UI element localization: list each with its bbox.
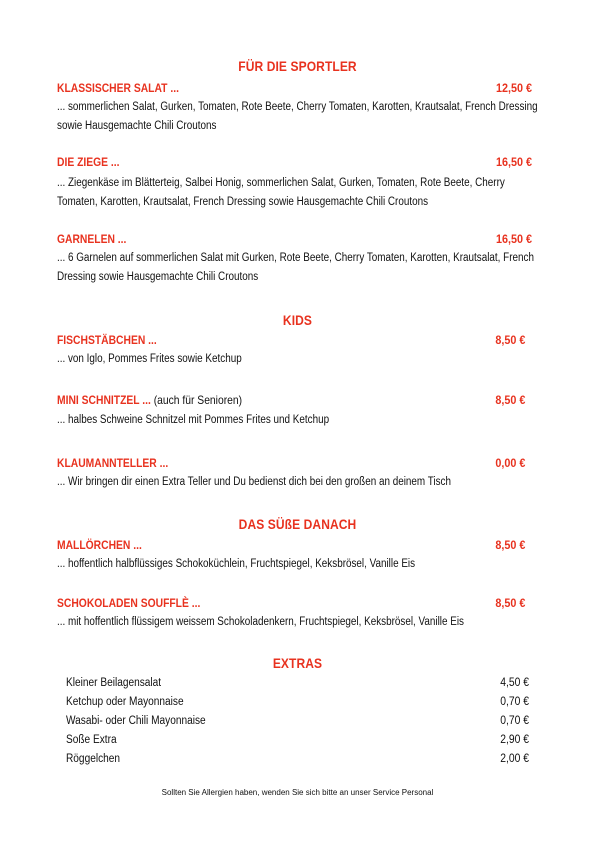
item-price-klassischer-salat: 12,50 € <box>495 81 532 95</box>
item-desc-garnelen: ... 6 Garnelen auf sommerlichen Salat mit Gurken, Rote Beete, Cherry Tomaten, Karotten, Krautsalat, French Dressing sowie Hausgemachte Chili Croutons <box>57 252 534 283</box>
extra-name-roeggelchen: Röggelchen <box>66 753 121 765</box>
item-desc-malloerchen: ... hoffentlich halbflüssiges Schokoküchlein, Fruchtspiegel, Keksbrösel, Vanille Eis <box>57 558 416 570</box>
item-desc-schokoladen-souffle: ... mit hoffentlich flüssigem weissem Schokoladenkern, Fruchtspiegel, Keksbrösel, Vanille Eis <box>57 616 464 628</box>
extra-name-sosse-extra: Soße Extra <box>66 734 117 746</box>
extra-price-sosse-extra: 2,90 € <box>500 734 529 746</box>
extra-price-wasabi-chili-mayonnaise: 0,70 € <box>500 715 529 727</box>
item-name-die-ziege: DIE ZIEGE ... <box>57 155 120 169</box>
item-price-garnelen: 16,50 € <box>495 232 532 246</box>
item-desc-mini-schnitzel: ... halbes Schweine Schnitzel mit Pommes Frites und Ketchup <box>57 414 330 426</box>
extra-name-beilagensalat: Kleiner Beilagensalat <box>66 677 162 689</box>
item-price-die-ziege: 16,50 € <box>495 155 532 169</box>
item-name-klassischer-salat: KLASSISCHER SALAT ... <box>57 81 179 95</box>
item-name-fischstaebchen: FISCHSTÄBCHEN ... <box>57 333 157 347</box>
item-desc-die-ziege: ... Ziegenkäse im Blätterteig, Salbei Honig, sommerlichen Salat, Gurken, Tomaten, Rote Beete, Cherry Tomaten, Karotten, Krautsalat, French Dressing sowie Hausgemachte Chili Croutons <box>57 177 505 208</box>
item-name-schokoladen-souffle: SCHOKOLADEN SOUFFLÈ ... <box>57 596 201 610</box>
item-price-schokoladen-souffle: 8,50 € <box>494 596 525 610</box>
allergy-notice: Sollten Sie Allergien haben, wenden Sie sich bitte an unser Service Personal <box>161 788 434 797</box>
extra-price-roeggelchen: 2,00 € <box>500 753 529 765</box>
item-price-mini-schnitzel: 8,50 € <box>494 393 525 407</box>
item-note-mini-schnitzel: (auch für Senioren) <box>150 393 243 407</box>
item-desc-klassischer-salat: ... sommerlichen Salat, Gurken, Tomaten, Rote Beete, Cherry Tomaten, Karotten, Krautsalat, French Dressing sowie Hausgemachte Chili Croutons <box>57 101 538 132</box>
section-title-kids: KIDS <box>282 312 313 328</box>
extra-name-wasabi-chili-mayonnaise: Wasabi- oder Chili Mayonnaise <box>66 715 206 727</box>
item-desc-klaumannteller: ... Wir bringen dir einen Extra Teller und Du bedienst dich bei den großen an deinem Tisch <box>57 476 451 488</box>
extra-name-ketchup-mayonnaise: Ketchup oder Mayonnaise <box>66 696 184 708</box>
section-title-sportler: FÜR DIE SPORTLER <box>238 58 357 74</box>
item-price-klaumannteller: 0,00 € <box>494 456 525 470</box>
item-price-fischstaebchen: 8,50 € <box>494 333 525 347</box>
item-name-mini-schnitzel <box>57 393 242 407</box>
item-desc-fischstaebchen: ... von Iglo, Pommes Frites sowie Ketchup <box>57 353 242 365</box>
item-price-malloerchen: 8,50 € <box>494 538 525 552</box>
item-name-garnelen: GARNELEN ... <box>57 232 127 246</box>
item-name-malloerchen: MALLÖRCHEN ... <box>57 538 142 552</box>
section-title-extras: EXTRAS <box>272 655 323 671</box>
extra-price-ketchup-mayonnaise: 0,70 € <box>500 696 529 708</box>
item-name-mini-schnitzel-label: MINI SCHNITZEL ... <box>57 393 151 407</box>
item-name-klaumannteller: KLAUMANNTELLER ... <box>57 456 169 470</box>
extra-price-beilagensalat: 4,50 € <box>500 677 529 689</box>
section-title-dessert: DAS SÜßE DANACH <box>238 516 357 532</box>
